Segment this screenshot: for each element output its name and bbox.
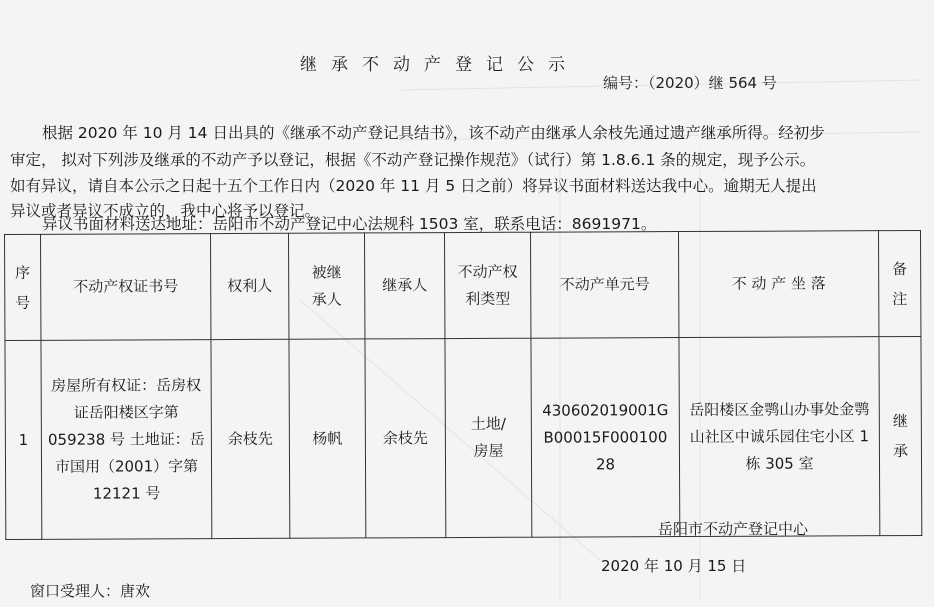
cell-heir: 余枝先 (365, 339, 446, 538)
issue-date: 2020 年 10 月 15 日 (601, 557, 747, 575)
header-heir: 继承人 (364, 233, 444, 339)
cell-right-type: 土地/房屋 (445, 338, 532, 537)
cell-seq: 1 (5, 340, 42, 539)
header-unit-no: 不动产单元号 (530, 232, 678, 339)
header-location: 不 动 产 坐 落 (678, 231, 878, 338)
issuer-signature: 岳阳市不动产登记中心 (658, 520, 809, 538)
cell-unit-no: 430602019001GB00015F00010028 (531, 338, 680, 538)
paragraph-line-4: 异议或者异议不成立的，我中心将予以登记。 (10, 202, 321, 220)
header-right-type: 不动产权利类型 (444, 232, 530, 338)
paragraph-line-3: 如有异议，请自本公示之日起十五个工作日内（2020 年 11 月 5 日之前）将异议书面材料送达我中心。逾期无人提出 (10, 177, 817, 195)
paragraph-line-1: 根据 2020 年 10 月 14 日出具的《继承不动产登记具结书》，该不动产由继承人余枝先通过遗产继承所得。经初步 (42, 124, 825, 142)
cell-owner: 余枝先 (211, 339, 290, 538)
window-clerk: 窗口受理人：唐欢 (30, 582, 151, 600)
table-row (5, 337, 922, 540)
paragraph-line-5: 异议书面材料送达地址：岳阳市不动产登记中心法规科 1503 室，联系电话：8691971。 (42, 215, 657, 233)
document-number: 编号：（2020）继 564 号 (603, 74, 777, 92)
header-owner: 权利人 (211, 233, 289, 339)
header-decedent: 被继承人 (288, 233, 364, 339)
table-header-row (5, 231, 921, 341)
paragraph-line-2: 审定， 拟对下列涉及继承的不动产予以登记，根据《不动产登记操作规范》（试行）第 1.8.6.1 条的规定，现予公示。 (10, 151, 816, 169)
cell-decedent: 杨帆 (289, 339, 366, 538)
header-seq: 序号 (5, 234, 41, 340)
cell-remark: 继承 (879, 337, 922, 536)
header-remark: 备注 (878, 231, 920, 337)
cell-cert-no: 房屋所有权证：岳房权证岳阳楼区字第 059238 号 土地证：岳市国用（2001）字第 12121 号 (41, 340, 212, 540)
registration-table (4, 230, 922, 540)
header-cert-no: 不动产权证书号 (41, 234, 211, 341)
cell-location: 岳阳楼区金鹗山办事处金鹗山社区中诚乐园住宅小区 1 栋 305 室 (679, 337, 880, 537)
notice-title: 继承不动产登记公示 (300, 55, 579, 75)
